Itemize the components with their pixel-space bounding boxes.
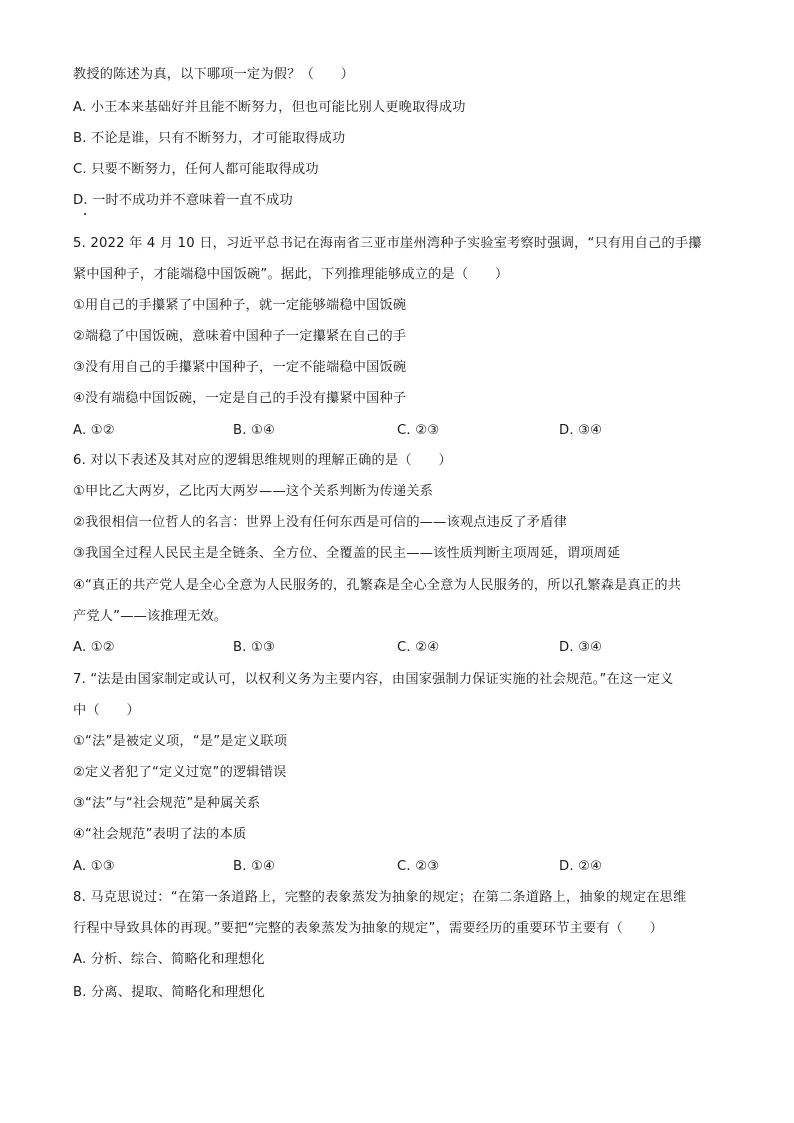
q6-choice-b: B. ①③ — [233, 640, 276, 655]
q7-stem-line1: 7. “法是由国家制定或认可，以权利义务为主要内容，由国家强制力保证实施的社会规范。”在这一定义 — [73, 672, 674, 687]
q6-item-4-line1: ④“真正的共产党人是全心全意为人民服务的，孔繁森是全心全意为人民服务的，所以孔繁森是真正的共 — [73, 578, 682, 593]
q7-choice-c: C. ②③ — [397, 859, 440, 874]
q5-stem-line2: 紧中国种子，才能端稳中国饭碗”。据此，下列推理能够成立的是（ ） — [73, 267, 509, 282]
q5-choice-d: D. ③④ — [559, 423, 603, 438]
q6-item-3: ③我国全过程人民民主是全链条、全方位、全覆盖的民主——该性质判断主项周延，谓项周延 — [73, 546, 621, 561]
q5-item-3: ③没有用自己的手攥紧中国种子，一定不能端稳中国饭碗 — [73, 360, 407, 375]
q5-stem-line1: 5. 2022 年 4 月 10 日，习近平总书记在海南省三亚市崖州湾种子实验室考察时强调，“只有用自己的手攥 — [73, 236, 702, 251]
q7-item-2: ②定义者犯了“定义过宽”的逻辑错误 — [73, 765, 287, 780]
q7-choice-b: B. ①④ — [233, 859, 276, 874]
q6-item-2: ②我很相信一位哲人的名言：世界上没有任何东西是可信的——该观点违反了矛盾律 — [73, 515, 567, 530]
q5-choices — [73, 421, 733, 441]
q4-stem-tail: 教授的陈述为真，以下哪项一定为假？（ ） — [73, 67, 355, 82]
q6-choice-c: C. ②④ — [397, 640, 440, 655]
q5-choice-b: B. ①④ — [233, 423, 276, 438]
q7-item-4: ④“社会规范”表明了法的本质 — [73, 827, 247, 842]
q8-option-b: B. 分离、提取、简略化和理想化 — [73, 985, 266, 1000]
q4-option-c: C. 只要不断努力，任何人都可能取得成功 — [73, 162, 319, 177]
q4-option-d: D. 一时不成功并不意味着一直不成功 — [73, 193, 293, 208]
q8-stem-line1: 8. 马克思说过：“在第一条道路上，完整的表象蒸发为抽象的规定；在第二条道路上，抽象的规定在思维 — [73, 890, 687, 905]
q5-choice-c: C. ②③ — [397, 423, 440, 438]
q6-choice-d: D. ③④ — [559, 640, 603, 655]
q5-item-4: ④没有端稳中国饭碗，一定是自己的手没有攥紧中国种子 — [73, 391, 407, 406]
q7-choice-d: D. ②④ — [559, 859, 603, 874]
q5-item-2: ②端稳了中国饭碗，意味着中国种子一定攥紧在自己的手 — [73, 329, 407, 344]
q7-item-3: ③“法”与“社会规范”是种属关系 — [73, 796, 261, 811]
q5-item-1: ①用自己的手攥紧了中国种子，就一定能够端稳中国饭碗 — [73, 298, 407, 313]
q4-option-a: A. 小王本来基础好并且能不断努力，但也可能比别人更晚取得成功 — [73, 100, 466, 115]
q8-option-a: A. 分析、综合、简略化和理想化 — [73, 952, 265, 967]
q5-choice-a: A. ①② — [73, 423, 115, 438]
q8-stem-line2: 行程中导致具体的再现。”要把“完整的表象蒸发为抽象的规定”，需要经历的重要环节主要有（ ） — [73, 921, 664, 936]
stray-mark — [84, 213, 86, 215]
q6-choices — [73, 638, 733, 658]
q7-choice-a: A. ①③ — [73, 859, 115, 874]
q7-stem-line2: 中（ ） — [73, 703, 140, 718]
q6-stem: 6. 对以下表述及其对应的逻辑思维规则的理解正确的是（ ） — [73, 453, 452, 468]
q6-item-4-line2: 产党人”——该推理无效。 — [73, 609, 228, 624]
q4-option-b: B. 不论是谁，只有不断努力，才可能取得成功 — [73, 131, 346, 146]
q7-choices — [73, 857, 733, 877]
q7-item-1: ①“法”是被定义项，“是”是定义联项 — [73, 734, 288, 749]
q6-item-1: ①甲比乙大两岁，乙比丙大两岁——这个关系判断为传递关系 — [73, 484, 434, 499]
q6-choice-a: A. ①② — [73, 640, 115, 655]
